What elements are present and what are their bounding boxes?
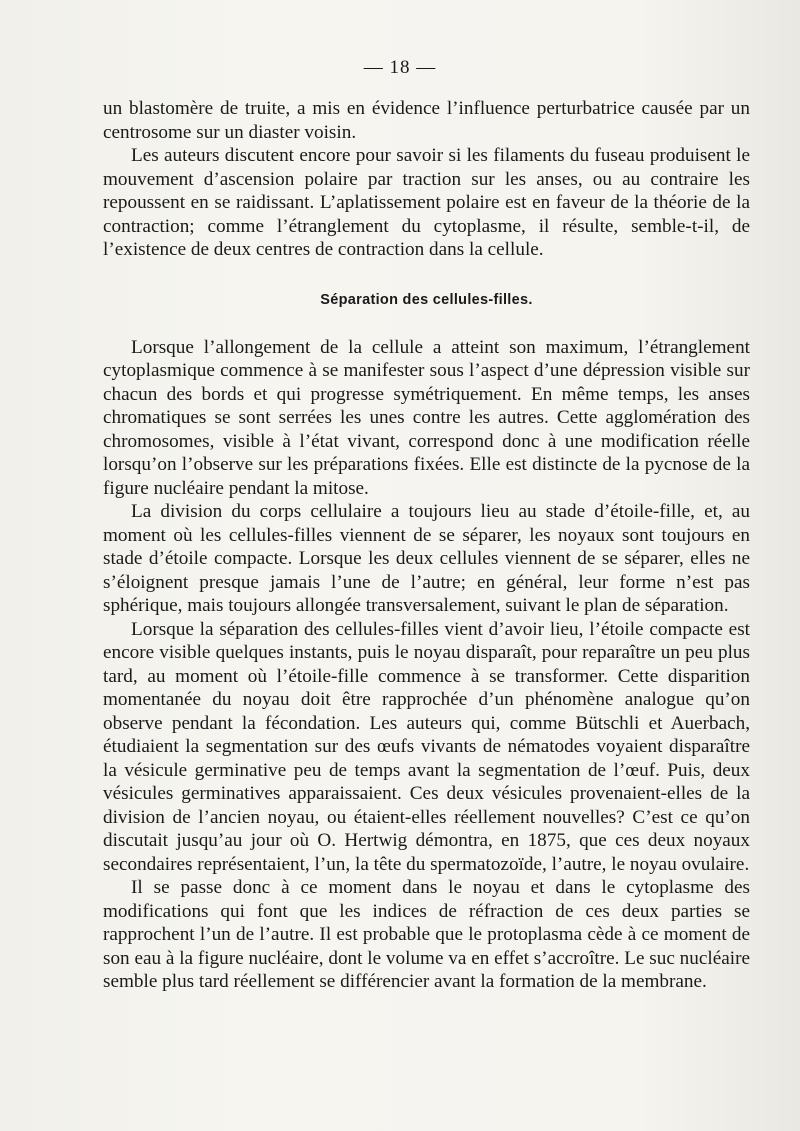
paragraph: Lorsque la séparation des cellules-filles vient d’avoir lieu, l’étoile compacte est encore visible quelques instants, puis le noyau disparaît, pour reparaître un peu plus tard, au moment où l’étoile-fille commence à se transformer. Cette disparition momentanée du noyau doit être rapprochée d’un phénomène analogue qu’on observe pendant la fécondation. Les auteurs qui, comme Bütschli et Auerbach, étudiaient la segmentation sur des œufs vivants de nématodes voyaient disparaître la vésicule germinative peu de temps avant la segmentation de l’œuf. Puis, deux vésicules germinatives apparaissaient. Ces deux vésicules provenaient-elles de la division de l’ancien noyau, ou étaient-elles réellement nouvelles? C’est ce qu’on discutait jusqu’au jour où O. Hertwig démontra, en 1875, que ces deux noyaux secondaires représentaient, l’un, la tête du spermatozoïde, l’autre, le noyau ovulaire. xyxy=(103,618,750,875)
paragraph: Lorsque l’allongement de la cellule a atteint son maximum, l’étranglement cytoplasmique commence à se manifester sous l’aspect d’une dépression visible sur chacun des bords et qui progresse symétriquement. En même temps, les anses chromatiques se sont serrées les unes contre les autres. Cette agglomération des chromosomes, visible à l’état vivant, correspond donc à une modification réelle lorsqu’on l’observe sur les préparations fixées. Elle est distincte de la pycnose de la figure nucléaire pendant la mitose. xyxy=(103,336,750,499)
paragraph: Il se passe donc à ce moment dans le noyau et dans le cytoplasme des modifications qui font que les indices de réfraction de ces deux parties se rapprochent l’un de l’autre. Il est probable que le protoplasma cède à ce moment de son eau à la figure nucléaire, dont le volume va en effet s’accroître. Le suc nucléaire semble plus tard réellement se différencier avant la formation de la membrane. xyxy=(103,877,750,992)
page-body xyxy=(103,97,750,994)
page-number: — 18 — xyxy=(363,57,437,78)
paragraph-continued: un blastomère de truite, a mis en évidence l’influence perturbatrice causée par un centrosome sur un diaster voisin. xyxy=(103,98,750,143)
paragraph: Les auteurs discutent encore pour savoir si les filaments du fuseau produisent le mouvement d’ascension polaire par traction sur les anses, ou au contraire les repoussent en se raidissant. L’aplatissement polaire est en faveur de la théorie de la contraction; comme l’étranglement du cytoplasme, il résulte, semble-t-il, de l’existence de deux centres de contraction dans la cellule. xyxy=(103,145,750,260)
section-heading: Séparation des cellules-filles. xyxy=(320,291,533,308)
paragraph: La division du corps cellulaire a toujours lieu au stade d’étoile-fille, et, au moment où les cellules-filles viennent de se séparer, les noyaux sont toujours en stade d’étoile compacte. Lorsque les deux cellules viennent de se séparer, elles ne s’éloignent presque jamais l’une de l’autre; en général, leur forme n’est pas sphérique, mais toujours allongée transversalement, suivant le plan de séparation. xyxy=(103,501,750,616)
